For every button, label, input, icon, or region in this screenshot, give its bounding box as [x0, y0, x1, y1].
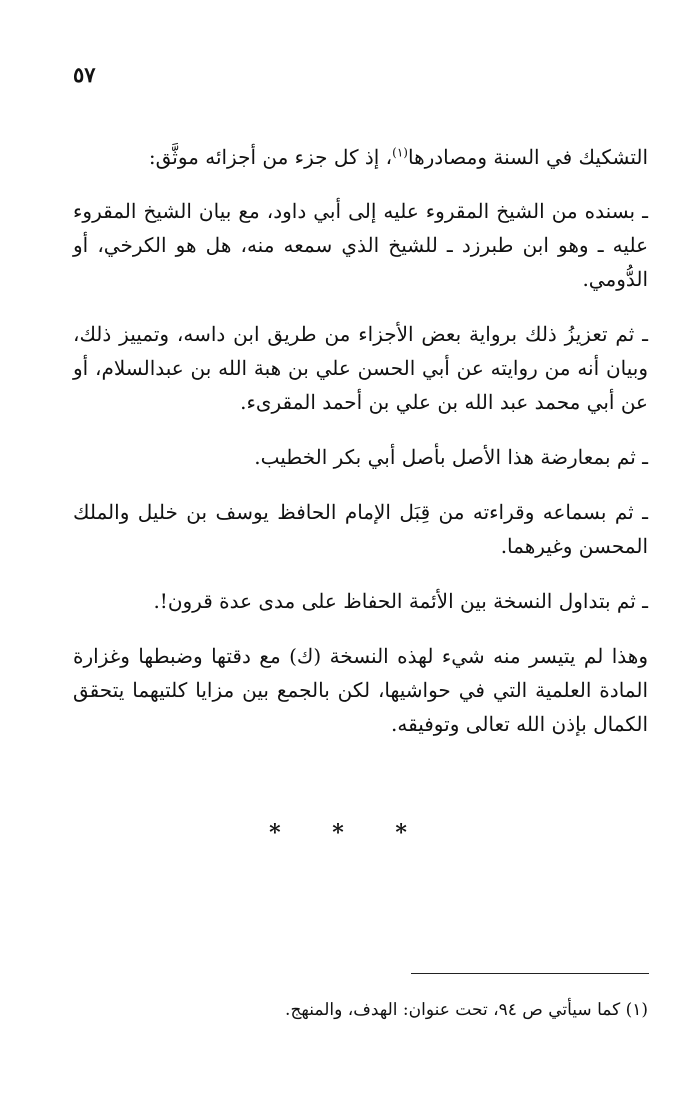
footnote: (١) كما سيأتي ص ٩٤، تحت عنوان: الهدف، والمنهج.	[285, 1000, 648, 1020]
footnote-divider	[411, 973, 649, 974]
footnote-reference: (١)	[392, 145, 408, 160]
paragraph-2: ـ بسنده من الشيخ المقروء عليه إلى أبي داود، مع بيان الشيخ المقروء عليه ـ وهو ابن طبرزد ـ للشيخ الذي سمعه منه، هل هو الكرخي، أو الدُّومي.	[73, 199, 648, 291]
paragraph-1-start: التشكيك في السنة ومصادرها	[407, 145, 648, 169]
paragraph-1-end: ، إذ كل جزء من أجزائه موثَّق:	[148, 145, 393, 169]
main-text	[73, 140, 648, 762]
paragraph-6: ـ ثم بتداول النسخة بين الأئمة الحفاظ على مدى عدة قرون!.	[153, 589, 648, 613]
paragraph-5: ـ ثم بسماعه وقراءته من قِبَل الإمام الحافظ يوسف بن خليل والملك المحسن وغيرهما.	[73, 500, 648, 558]
paragraph-4: ـ ثم بمعارضة هذا الأصل بأصل أبي بكر الخطيب.	[254, 445, 648, 469]
section-separator: * * *	[269, 820, 429, 846]
paragraph-1	[73, 140, 648, 174]
paragraph-3: ـ ثم تعزيزُ ذلك برواية بعض الأجزاء من طريق ابن داسه، وتمييز ذلك، وبيان أنه من روايته عن أبي الحسن علي بن هبة الله بن عبدالسلام، أو عن أبي محمد عبد الله بن علي بن أحمد المقرىء.	[73, 322, 648, 414]
page-number: ٥٧	[73, 62, 96, 87]
paragraph-7: وهذا لم يتيسر منه شيء لهذه النسخة (ك) مع دقتها وضبطها وغزارة المادة العلمية التي في حواشيها، لكن بالجمع بين مزايا كلتيهما يتحقق الكمال بإذن الله تعالى وتوفيقه.	[73, 644, 648, 736]
